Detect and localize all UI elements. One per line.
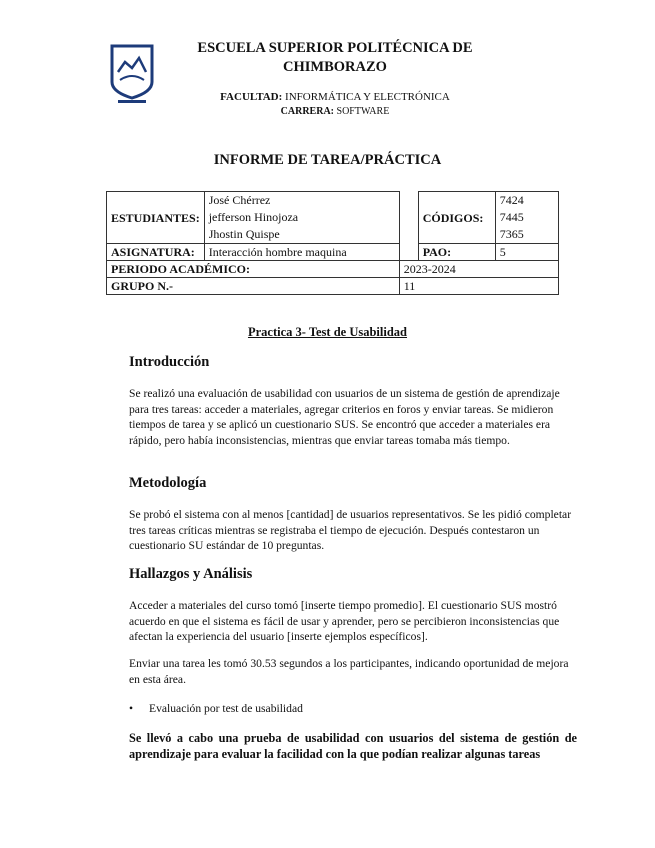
bold-paragraph: Se llevó a cabo una prueba de usabilidad con usuarios del sistema de gestión de aprendizaje para evaluar la facilidad con la que podían realizar algunas tareas [129,731,577,761]
group-label: GRUPO N.- [107,278,400,295]
faculty-line [170,91,500,103]
method-paragraph: Se probó el sistema con al menos [cantidad] de usuarios representativos. Se les pidió completar tres tareas críticas mientras se registraba el tiempo de ejecución. Después contestaron un cuestionario SU estándar de 10 preguntas. [129,508,572,553]
codes-label: CÓDIGOS: [418,192,495,244]
students-cell [204,192,399,244]
student-code: 7445 [499,210,524,224]
method-heading: Metodología [129,475,207,491]
students-label: ESTUDIANTES: [107,192,205,244]
student-name: José Chérrez [208,193,271,207]
period-label: PERIODO ACADÉMICO: [107,261,400,278]
bullet-list-item [129,702,303,715]
intro-paragraph: Se realizó una evaluación de usabilidad con usuarios de un sistema de gestión de aprendizaje para tres tareas: acceder a materiales, agregar criterios en foros y enviar tareas. Se midieron tiempos de tarea y se aplicó un cuestionario SUS. Se encontró que acceder a materiales era rápido, pero había inconsistencias, mientras que enviar tareas tomaba más tiempo. [129,387,560,447]
faculty-label: FACULTAD: [220,91,283,103]
codes-cell [495,192,558,244]
student-code: 7424 [499,193,524,207]
student-name: jefferson Hinojoza [208,210,299,224]
period-value: 2023-2024 [399,261,558,278]
career-line [170,106,500,117]
report-title: INFORME DE TAREA/PRÁCTICA [213,152,442,168]
group-value: 11 [399,278,558,295]
career-value: SOFTWARE [336,106,390,117]
subject-value: Interacción hombre maquina [204,244,399,261]
pao-label: PAO: [418,244,495,261]
info-table [106,191,559,295]
pao-value: 5 [495,244,558,261]
bullet-icon: • [129,702,134,715]
career-label: CARRERA: [280,106,335,117]
faculty-value: INFORMÁTICA Y ELECTRÓNICA [285,91,450,103]
intro-heading: Introducción [129,354,210,370]
subject-label: ASIGNATURA: [107,244,205,261]
institution-logo [108,42,156,106]
student-name: Jhostin Quispe [208,227,280,241]
student-code: 7365 [499,227,524,241]
findings-paragraph-1: Acceder a materiales del curso tomó [inserte tiempo promedio]. El cuestionario SUS mostró acuerdo en que el sistema es fácil de usar y aprender, pero se percibieron inconsistencias que afectan la experiencia del usuario [inserte ejemplos específicos]. [129,599,560,644]
institution-name-line2: CHIMBORAZO [283,59,387,75]
institution-name-line1: ESCUELA SUPERIOR POLITÉCNICA DE [197,40,473,56]
findings-paragraph-2: Enviar una tarea les tomó 30.53 segundos a los participantes, indicando oportunidad de mejora en esta área. [129,657,569,686]
findings-heading: Hallazgos y Análisis [129,566,253,582]
practice-title: Practica 3- Test de Usabilidad [247,325,408,339]
bullet-text: Evaluación por test de usabilidad [149,702,303,715]
